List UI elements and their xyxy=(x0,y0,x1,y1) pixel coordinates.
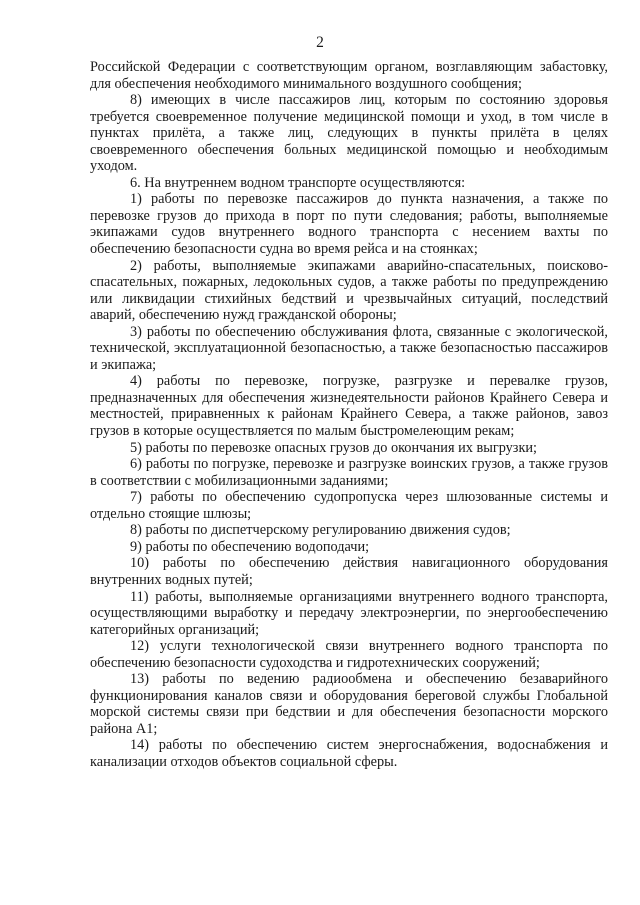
list-item: 13) работы по ведению радиообмена и обеспечению безаварийного функционирования каналов связи и оборудования береговой службы Глобальной морской системы связи при бедствии и для обеспечения безопасности морского района А1; xyxy=(90,671,608,737)
document-body xyxy=(90,59,608,771)
list-item: 5) работы по перевозке опасных грузов до окончания их выгрузки; xyxy=(130,439,538,456)
list-item: 12) услуги технологической связи внутреннего водного транспорта по обеспечению безопасности судоходства и гидротехнических сооружений; xyxy=(90,638,608,671)
list-item: 3) работы по обеспечению обслуживания флота, связанные с экологической, технической, эксплуатационной безопасностью, а также безопасностью пассажиров и экипажа; xyxy=(90,323,608,373)
list-item: 11) работы, выполняемые организациями внутреннего водного транспорта, осуществляющими выработку и передачу электроэнергии, по энергообеспечению категорийных организаций; xyxy=(90,588,608,638)
list-item: 1) работы по перевозке пассажиров до пункта назначения, а также по перевозке грузов до прихода в порт по пути следования; работы, выполняемые экипажами судов внутреннего водного транспорта с несением вахты по обеспечению безопасности судна во время рейса и на стоянках; xyxy=(90,191,608,258)
list-item: 14) работы по обеспечению систем энергоснабжения, водоснабжения и канализации отходов объектов социальной сферы. xyxy=(90,737,608,770)
list-item: 7) работы по обеспечению судопропуска через шлюзованные системы и отдельно стоящие шлюзы; xyxy=(90,489,608,522)
list-item: 6) работы по погрузке, перевозке и разгрузке воинских грузов, а также грузов в соответствии с мобилизационными заданиями; xyxy=(90,456,608,489)
list-item: 4) работы по перевозке, погрузке, разгрузке и перевалке грузов, предназначенных для обеспечения жизнедеятельности районов Крайнего Севера и местностей, приравненных к районам Крайнего Севера, а также районов, завоз грузов в которые осуществляется по малым быстромелеющим рекам; xyxy=(90,373,608,440)
list-item: 8) работы по диспетчерскому регулированию движения судов; xyxy=(130,522,511,539)
list-item: 9) работы по обеспечению водоподачи; xyxy=(130,538,370,555)
paragraph: 8) имеющих в числе пассажиров лиц, которым по состоянию здоровья требуется своевременное получение медицинской помощи и уход, в том числе в пунктах прилёта, а также лиц, следующих в пункты прилёта в целях своевременного обеспечения больных медицинской помощью и необходимым уходом. xyxy=(90,92,608,175)
page-number: 2 xyxy=(316,34,324,51)
paragraph: Российской Федерации с соответствующим органом, возглавляющим забастовку, для обеспечения необходимого минимального воздушного сообщения; xyxy=(90,59,608,92)
list-item: 10) работы по обеспечению действия навигационного оборудования внутренних водных путей; xyxy=(90,555,608,588)
section-heading: 6. На внутреннем водном транспорте осуществляются: xyxy=(130,174,466,191)
list-item: 2) работы, выполняемые экипажами аварийно-спасательных, поисково-спасательных, пожарных, ледокольных судов, а также работы по предупреждению или ликвидации стихийных бедствий и чрезвычайных ситуаций, последствий аварий, обеспечению нужд гражданской обороны; xyxy=(90,257,608,324)
